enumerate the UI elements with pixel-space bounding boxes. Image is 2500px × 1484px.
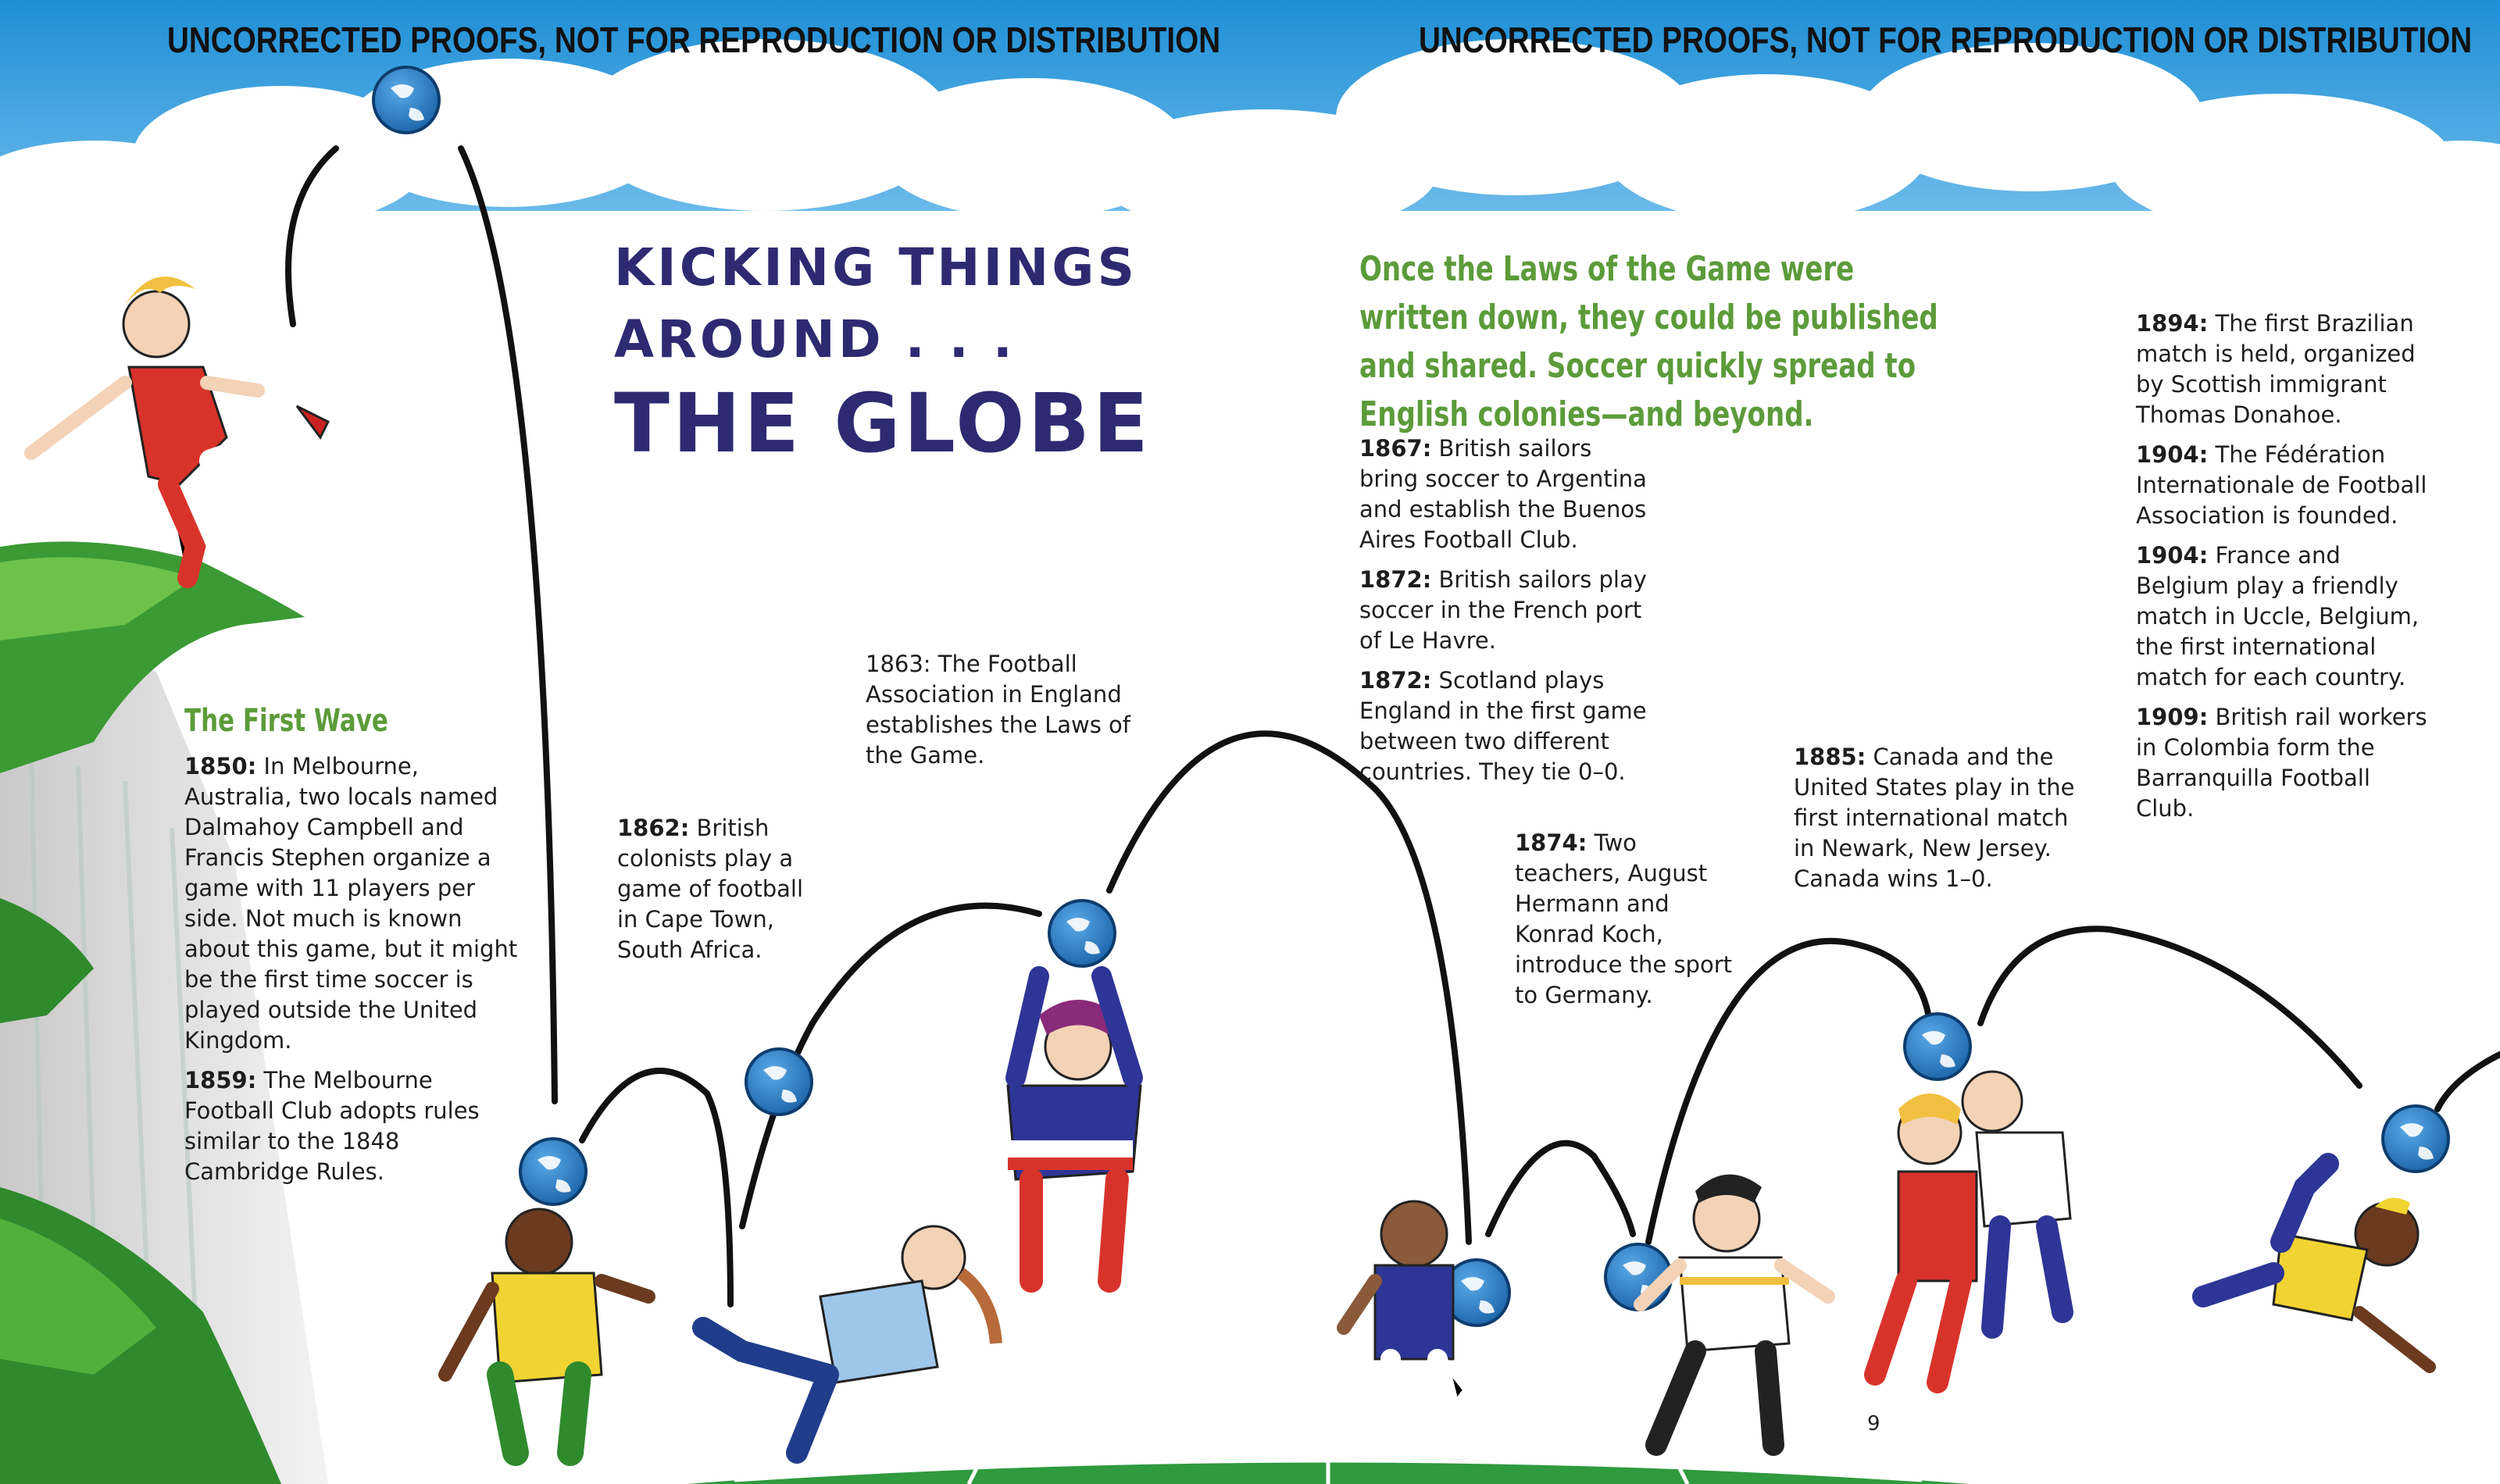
- event-year: 1885:: [1794, 744, 1866, 770]
- event-year: 1904:: [2136, 542, 2209, 569]
- event-text: British sailors play soccer in the French port of Le Havre.: [1359, 566, 1647, 654]
- timeline-block-1885: [1794, 742, 2091, 904]
- event-1872-le-havre: [1359, 565, 1656, 656]
- event-year: 1894:: [2136, 310, 2209, 337]
- timeline-block-1874: [1515, 828, 1749, 1020]
- event-1872-scotland-england: [1359, 665, 1656, 787]
- event-text: France and Belgium play a friendly match in Uccle, Belgium, the first international match for each country.: [2136, 542, 2420, 690]
- page-number: 9: [1867, 1412, 1880, 1436]
- event-year: 1862:: [617, 815, 690, 841]
- title-line-1: KICKING THINGS: [614, 237, 1138, 298]
- page-title: [614, 237, 1152, 471]
- event-year: 1872:: [1359, 566, 1432, 593]
- event-year: 1850:: [184, 753, 257, 779]
- event-1894: [2136, 309, 2433, 430]
- event-text: The Melbourne Football Club adopts rules similar to the 1848 Cambridge Rules.: [184, 1067, 480, 1185]
- proof-watermark-left: UNCORRECTED PROOFS, NOT FOR REPRODUCTION OR DISTRIBUTION: [167, 20, 1221, 60]
- event-text: Canada and the United States play in the first international match in Newark, New Jersey. Canada wins 1–0.: [1794, 744, 2075, 892]
- event-1909: [2136, 702, 2433, 824]
- event-year: 1909:: [2136, 704, 2209, 730]
- event-year: 1874:: [1515, 829, 1588, 856]
- event-1850: [184, 751, 528, 1056]
- event-1867: [1359, 433, 1656, 555]
- event-year: 1859:: [184, 1067, 257, 1093]
- timeline-block-1867-1872: [1359, 433, 1656, 797]
- event-1862: [617, 813, 820, 965]
- event-1904-france-belgium: [2136, 540, 2433, 693]
- event-text: British colonists play a game of football in Cape Town, South Africa.: [617, 815, 804, 963]
- event-1863: 1863: The Football Association in England establishes the Laws of the Game.: [866, 651, 1131, 769]
- event-year: 1867:: [1359, 435, 1432, 462]
- event-text: British sailors bring soccer to Argentina and establish the Buenos Aires Football Club.: [1359, 435, 1647, 553]
- proof-watermark-right: UNCORRECTED PROOFS, NOT FOR REPRODUCTION OR DISTRIBUTION: [1419, 20, 2473, 60]
- event-text: British rail workers in Colombia form the Barranquilla Football Club.: [2136, 704, 2427, 822]
- event-text: In Melbourne, Australia, two locals named Dalmahoy Campbell and Francis Stephen organize a game with 11 players per side. Not much is known about this game, but it might be the first time soccer is played outside the United Kingdom.: [184, 753, 518, 1054]
- event-text: The Fédération Internationale de Football Association is founded.: [2136, 441, 2427, 529]
- intro-text: Once the Laws of the Game were written down, they could be published and shared. Soccer quickly spread to English colonies—and beyond.: [1359, 249, 1938, 434]
- event-text: Two teachers, August Hermann and Konrad Koch, introduce the sport to Germany.: [1515, 829, 1732, 1008]
- event-year: 1904:: [2136, 441, 2209, 468]
- event-text: Scotland plays England in the first game between two different countries. They tie 0–0.: [1359, 667, 1647, 785]
- timeline-block-1862: [617, 813, 820, 975]
- timeline-block-first-wave: [184, 751, 528, 1197]
- title-line-2: AROUND . . .: [614, 309, 1016, 369]
- timeline-block-1863: [866, 649, 1131, 780]
- event-1874: [1515, 828, 1749, 1011]
- timeline-block-1894-1909: [2136, 309, 2433, 833]
- event-text: The first Brazilian match is held, organized by Scottish immigrant Thomas Donahoe.: [2136, 310, 2416, 428]
- event-1859: [184, 1065, 528, 1187]
- event-year: 1872:: [1359, 667, 1432, 694]
- event-1904-fifa: [2136, 440, 2433, 531]
- section-heading: The First Wave: [184, 703, 388, 739]
- title-line-3: THE GLOBE: [614, 376, 1152, 471]
- event-1885: [1794, 742, 2091, 894]
